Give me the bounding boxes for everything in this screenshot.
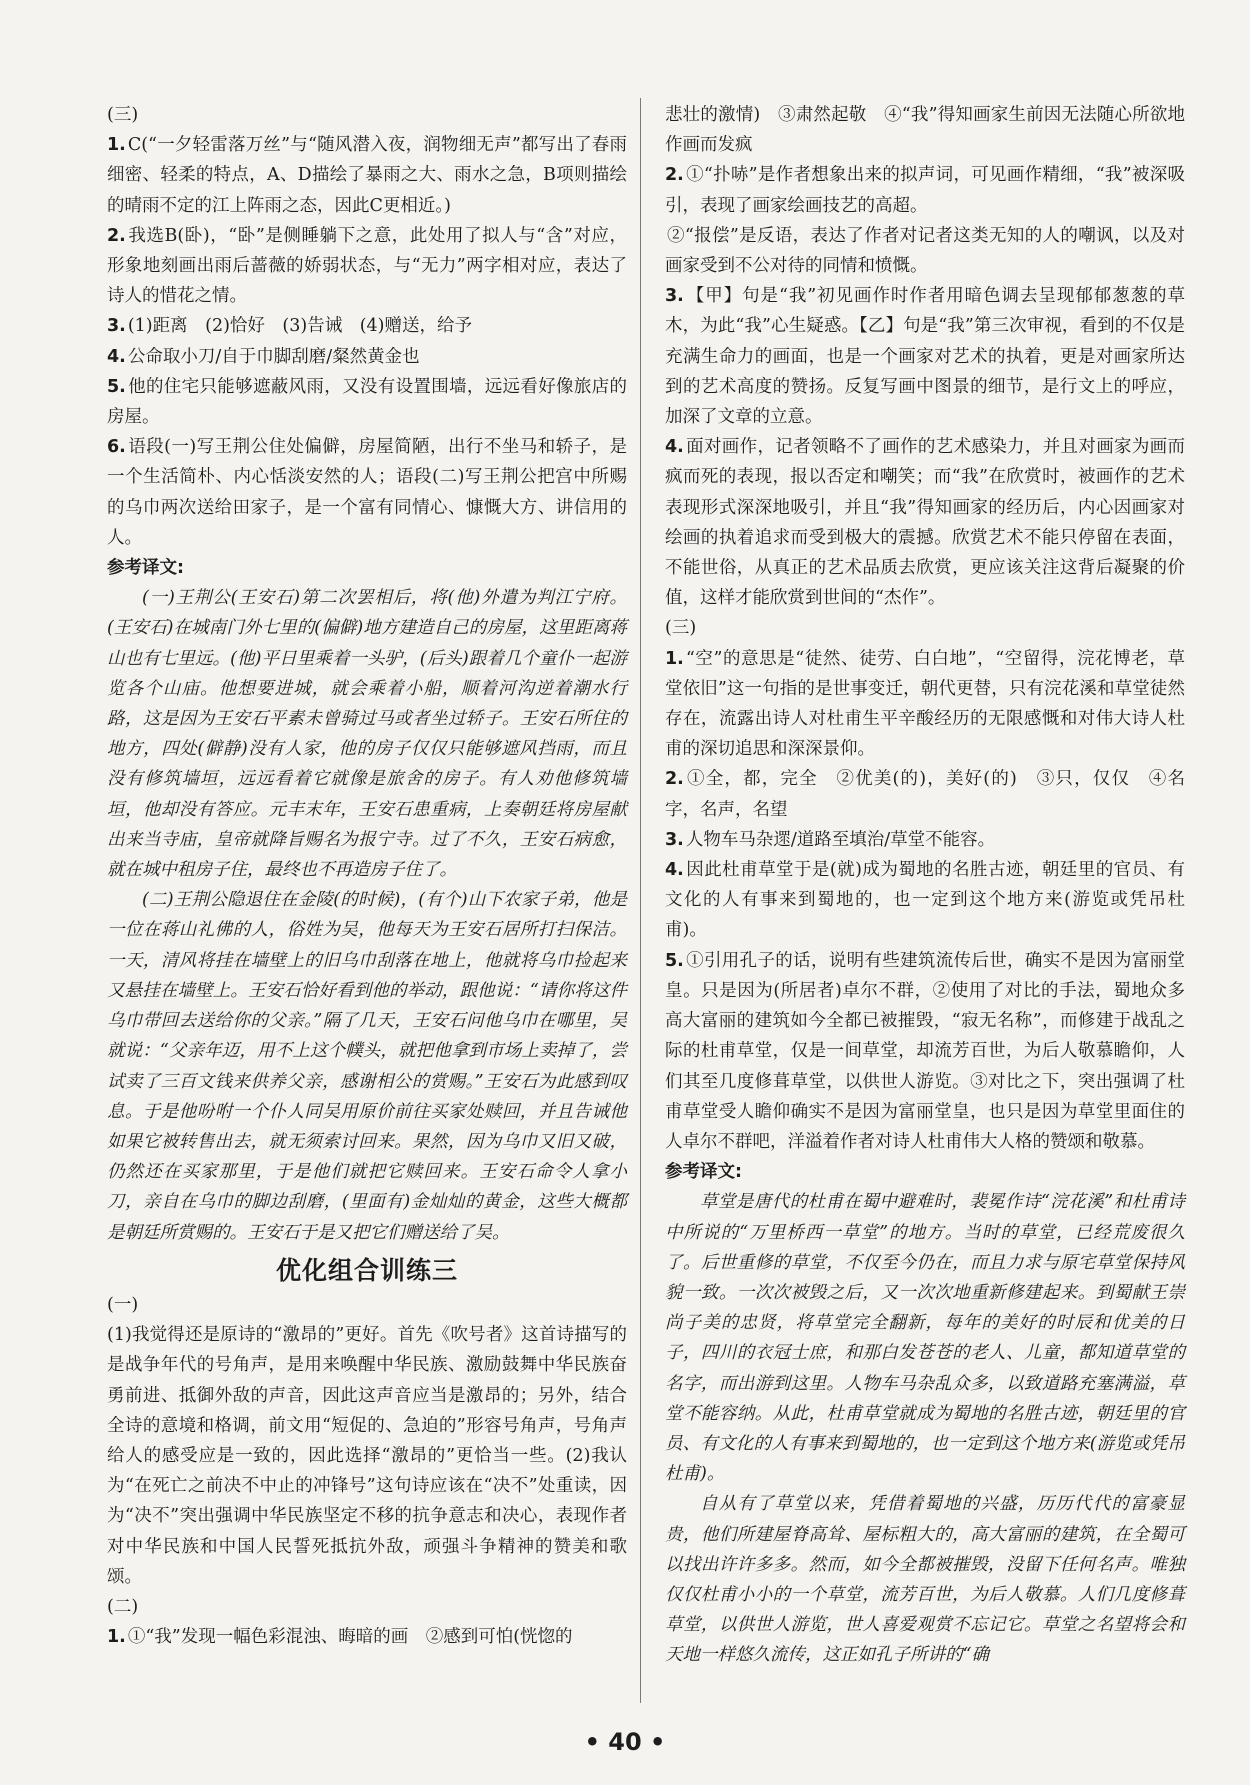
answer-item: 1. ①“我”发现一幅色彩混浊、晦暗的画 ②感到可怕(恍惚的 [107, 1627, 573, 1648]
answer-item: 4. 公命取小刀/自于巾脚刮磨/粲然黄金也 [107, 346, 420, 367]
left-column [107, 100, 627, 1652]
section-heading: (一) [107, 1294, 139, 1315]
section-title: 优化组合训练三 [275, 1255, 458, 1285]
translation-paragraph: 自从有了草堂以来，凭借着蜀地的兴盛，历历代代的富豪显贵，他们所建屋脊高耸、屋标粗大的，高大富丽的建筑，在全蜀可以找出许许多多。然而，如今全都被摧毁，没留下任何名声。唯独仅仅杜甫小小的一个草堂，流芳百世，为后人敬慕。人们几度修葺草堂，以供世人游览，世人喜爱观赏不忘记它。草堂之名望将会和天地一样悠久流传，这正如孔子所讲的“确 [665, 1494, 1185, 1666]
answer-item: 4. 面对画作，记者领略不了画作的艺术感染力，并且对画家为画而疯而死的表现，报以否定和嘲笑；而“我”在欣赏时，被画作的艺术表现形式深深地吸引，并且“我”得知画家的经历后，内心因画家对绘画的执着追求而受到极大的震撼。欣赏艺术不能只停留在表面，不能世俗，从真正的艺术品质去欣赏，更应该关注这背后凝聚的价值，这样才能欣赏到世间的“杰作”。 [665, 437, 1185, 609]
answer-item: 1. C(“一夕轻雷落万丝”与“随风潜入夜，润物细无声”都写出了春雨细密、轻柔的特点，A、D描绘了暴雨之大、雨水之急，B项则描绘的晴雨不定的江上阵雨之态，因此C更相近。) [107, 135, 627, 216]
reference-translation-label: 参考译文: [107, 558, 184, 579]
right-column [665, 100, 1185, 1671]
translation-paragraph: (二)王荆公隐退住在金陵(的时候)，(有个)山下农家子弟，他是一位在蒋山礼佛的人，俗姓为吴，他每天为王安石居所打扫保洁。一天，清风将挂在墙壁上的旧乌巾刮落在地上，他就将乌巾捡起来又悬挂在墙壁上。王安石恰好看到他的举动，跟他说：“请你将这件乌巾带回去送给你的父亲。”隔了几天，王安石问他乌巾在哪里，吴就说：“父亲年迈，用不上这个幞头，就把他拿到市场上卖掉了，尝试卖了三百文钱来供养父亲，感谢相公的赏赐。”王安石为此感到叹息。于是他吩咐一个仆人同吴用原价前往买家处赎回，并且告诫他如果它被转售出去，就无须索讨回来。果然，因为乌巾又旧又破，仍然还在买家那里，于是他们就把它赎回来。王安石命令人拿小刀，亲自在乌巾的脚边刮磨，(里面有)金灿灿的黄金，这些大概都是朝廷所赏赐的。王安石于是又把它们赠送给了吴。 [107, 890, 627, 1243]
answer-item: 5. ①引用孔子的话，说明有些建筑流传后世，确实不是因为富丽堂皇。只是因为(所居者)卓尔不群，②使用了对比的手法，蜀地众多高大富丽的建筑如今全都已被摧毁，“寂无名称”，而修建于战乱之际的杜甫草堂，仅是一间草堂，却流芳百世，为后人敬慕瞻仰，人们其至几度修葺草堂，以供世人游览。③对比之下，突出强调了杜甫草堂受人瞻仰确实不是因为富丽堂皇，也只是因为草堂里面住的人卓尔不群吧，洋溢着作者对诗人杜甫伟大人格的赞颂和敬慕。 [665, 950, 1185, 1152]
page-number: • 40 • [584, 1728, 666, 1756]
answer-paragraph: (1)我觉得还是原诗的“激昂的”更好。首先《吹号者》这首诗描写的是战争年代的号角声，是用来唤醒中华民族、激励鼓舞中华民族奋勇前进、抵御外敌的声音，因此这声音应当是激昂的；另外，结合全诗的意境和格调，前文用“短促的、急迫的”形容号角声，号角声给人的感受应是一致的，因此选择“激昂的”更恰当一些。(2)我认为“在死亡之前决不中止的冲锋号”这句诗应该在“决不”处重读，因为“决不”突出强调中华民族坚定不移的抗争意志和决心，表现作者对中华民族和中国人民誓死抵抗外敌，顽强斗争精神的赞美和歌颂。 [107, 1325, 627, 1587]
answer-item: 2. ①“扑哧”是作者想象出来的拟声词，可见画作精细，“我”被深吸引，表现了画家绘画技艺的高超。 [665, 165, 1185, 216]
answer-item: 3. 【甲】句是“我”初见画作时作者用暗色调去呈现郁郁葱葱的草木，为此“我”心生疑惑。【乙】句是“我”第三次审视，看到的不仅是充满生命力的画面，也是一个画家对艺术的执着，更是对画家所达到的艺术高度的赞扬。反复写画中图景的细节，是行文上的呼应，加深了文章的立意。 [665, 286, 1185, 428]
answer-item: 2. 我选B(卧)，“卧”是侧睡躺下之意，此处用了拟人与“含”对应，形象地刻画出雨后蔷薇的娇弱状态，与“无力”两字相对应，表达了诗人的惜花之情。 [107, 225, 627, 307]
answer-item: ②“报偿”是反语，表达了作者对记者这类无知的人的嘲讽，以及对画家受到不公对待的同情和愤慨。 [665, 225, 1185, 277]
column-divider [640, 98, 641, 1703]
section-heading: (二) [107, 1596, 139, 1617]
answer-item: 3. 人物车马杂遝/道路至填治/草堂不能容。 [665, 829, 996, 850]
translation-paragraph: (一)王荆公(王安石)第二次罢相后，将(他)外遣为判江宁府。(王安石)在城南门外七里的(偏僻)地方建造自己的房屋，这里距离蒋山也有七里远。(他)平日里乘着一头驴，(后头)跟着几个童仆一起游览各个山庙。他想要进城，就会乘着小船，顺着河沟逆着潮水行路，这是因为王安石平素未曾骑过马或者坐过轿子。王安石所住的地方，四处(僻静)没有人家，他的房子仅仅只能够遮风挡雨，而且没有修筑墙垣，远远看着它就像是旅舍的房子。有人劝他修筑墙垣，他却没有答应。元丰末年，王安石患重病，上奏朝廷将房屋献出来当寺庙，皇帝就降旨赐名为报宁寺。过了不久，王安石病愈，就在城中租房子住，最终也不再造房子住了。 [107, 588, 627, 881]
answer-continuation: 悲壮的激情) ③肃然起敬 ④“我”得知画家生前因无法随心所欲地作画而发疯 [665, 105, 1185, 156]
section-heading: (三) [665, 618, 697, 639]
answer-item: 6. 语段(一)写王荆公住处偏僻，房屋简陋，出行不坐马和轿子，是一个生活简朴、内心恬淡安然的人；语段(二)写王荆公把宫中所赐的乌巾两次送给田家子，是一个富有同情心、慷慨大方、讲信用的人。 [107, 437, 627, 548]
answer-item: 1. “空”的意思是“徒然、徒劳、白白地”，“空留得，浣花博老，草堂依旧”这一句指的是世事变迁，朝代更替，只有浣花溪和草堂徒然存在，流露出诗人对杜甫生平辛酸经历的无限感慨和对伟大诗人杜甫的深切追思和深深景仰。 [665, 648, 1185, 760]
answer-item: 2. ①全，都，完全 ②优美(的)，美好(的) ③只，仅仅 ④名字，名声，名望 [665, 769, 1185, 820]
reference-translation-label: 参考译文: [665, 1162, 742, 1183]
answer-item: 5. 他的住宅只能够遮蔽风雨，又没有设置围墙，远远看好像旅店的房屋。 [107, 376, 627, 428]
answer-item: 4. 因此杜甫草堂于是(就)成为蜀地的名胜古迹，朝廷里的官员、有文化的人有事来到蜀地的，也一定到这个地方来(游览或凭吊杜甫)。 [665, 860, 1185, 941]
translation-paragraph: 草堂是唐代的杜甫在蜀中避难时，裴冕作诗“浣花溪”和杜甫诗中所说的“万里桥西一草堂”的地方。当时的草堂，已经荒废很久了。后世重修的草堂，不仅至今仍在，而且力求与原宅草堂保持风貌一致。一次次被毁之后，又一次次地重新修建起来。到蜀献王崇尚子美的忠贤，将草堂完全翻新，每年的美好的时辰和优美的日子，四川的衣冠士庶，和那白发苍苍的老人、儿童，都知道草堂的名字，而出游到这里。人物车马杂乱众多，以致道路充塞满溢，草堂不能容纳。从此，杜甫草堂就成为蜀地的名胜古迹，朝廷里的官员、有文化的人有事来到蜀地的，也一定到这个地方来(游览或凭吊杜甫)。 [665, 1192, 1185, 1485]
section-heading: (三) [107, 105, 139, 125]
answer-item: 3. (1)距离 (2)恰好 (3)告诫 (4)赠送，给予 [107, 316, 472, 337]
